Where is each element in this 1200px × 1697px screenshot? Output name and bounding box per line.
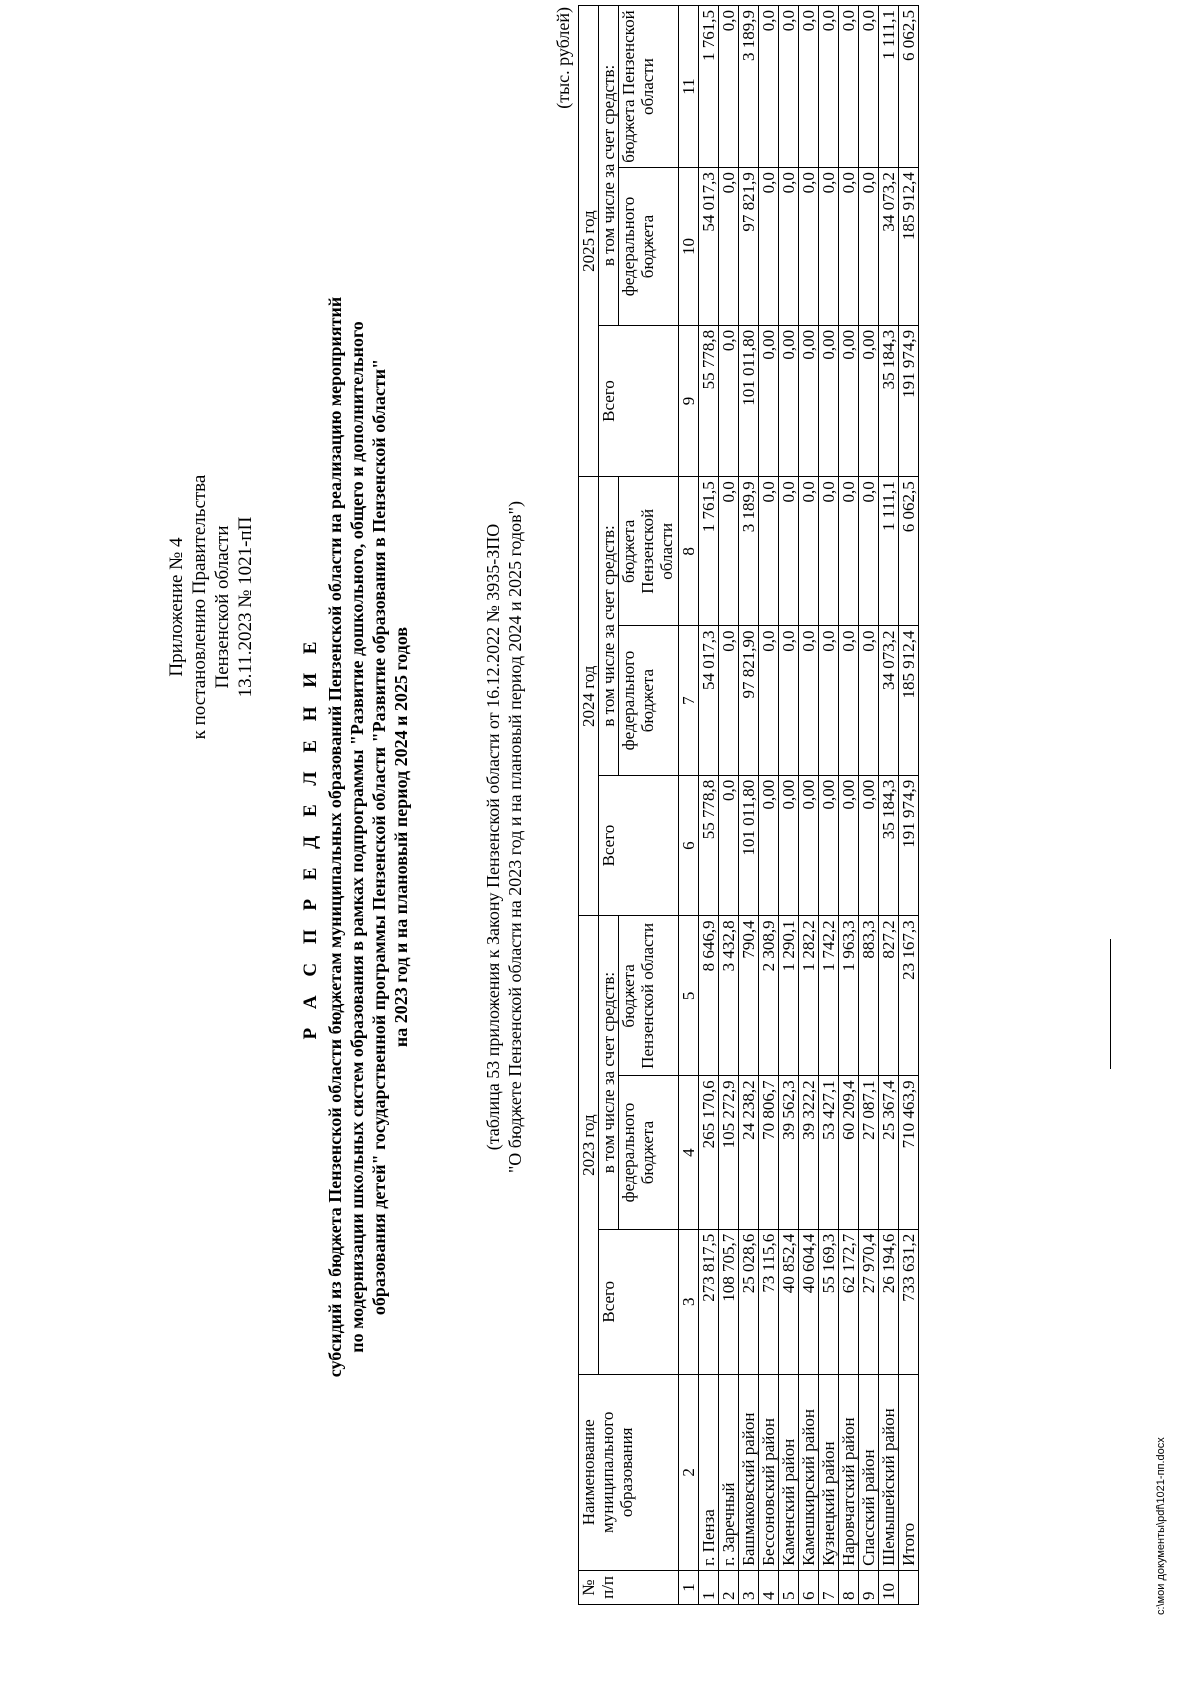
value-cell: 3 432,8 [719,916,739,1076]
value-cell: 185 912,4 [899,626,919,775]
value-cell: 35 184,3 [879,325,899,476]
value-cell: 39 562,3 [779,1076,799,1229]
value-cell: 55 778,8 [699,775,719,916]
column-number: 9 [679,325,699,476]
heading-line-4: на 2023 год и на плановый период 2024 и 2025 годов [391,626,411,1048]
value-cell: 883,3 [859,916,879,1076]
municipality-name-cell: г. Заречный [719,1374,739,1570]
column-number: 4 [679,1076,699,1229]
value-cell: 0,0 [799,626,819,775]
header-year-2024: 2024 год [579,477,599,916]
value-cell: 1 282,2 [799,916,819,1076]
value-cell: 710 463,9 [899,1076,919,1229]
value-cell: 25 028,6 [739,1229,759,1374]
header-regional-2025: бюджета Пензенской области [619,6,679,168]
appendix-number: Приложение № 4 [166,537,187,677]
value-cell: 6 062,5 [899,477,919,626]
value-cell: 1 761,5 [699,477,719,626]
value-cell: 0,0 [799,168,819,326]
value-cell: 97 821,9 [739,168,759,326]
value-cell: 0,0 [859,6,879,168]
value-cell: 0,0 [719,626,739,775]
value-cell: 827,2 [879,916,899,1076]
value-cell: 108 705,7 [719,1229,739,1374]
value-cell: 0,0 [839,626,859,775]
value-cell: 55 169,3 [819,1229,839,1374]
header-total-2024: Всего [599,775,679,916]
value-cell: 97 821,90 [739,626,759,775]
value-cell: 2 308,9 [759,916,779,1076]
value-cell: 0,0 [759,477,779,626]
header-regional-2024: бюджета Пензенской области [619,477,679,626]
value-cell: 8 646,9 [699,916,719,1076]
value-cell: 0,00 [759,325,779,476]
table-row [839,6,859,1605]
value-cell: 0,0 [819,477,839,626]
heading-line-3: образования детей" государственной программы Пензенской области "Развитие образования в Пензенской области" [369,358,389,1316]
value-cell: 0,0 [779,477,799,626]
row-number-cell: 8 [839,1570,859,1604]
value-cell: 27 970,4 [859,1229,879,1374]
value-cell: 191 974,9 [899,775,919,916]
value-cell: 34 073,2 [879,168,899,326]
value-cell: 60 209,4 [839,1076,859,1229]
row-number-cell: 10 [879,1570,899,1604]
table-row [899,6,919,1605]
value-cell: 0,0 [819,626,839,775]
divider-line [1110,939,1111,1069]
value-cell: 0,0 [839,168,859,326]
value-cell: 0,0 [839,477,859,626]
value-cell: 0,00 [799,325,819,476]
value-cell: 55 778,8 [699,325,719,476]
value-cell: 0,0 [839,6,859,168]
value-cell: 265 170,6 [699,1076,719,1229]
row-number-cell: 3 [739,1570,759,1604]
unit-label: (тыс. рублей) [553,7,573,109]
value-cell: 0,0 [819,168,839,326]
value-cell: 1 963,3 [839,916,859,1076]
value-cell: 34 073,2 [879,626,899,775]
header-federal-2025: федерального бюджета [619,168,679,326]
value-cell: 27 087,1 [859,1076,879,1229]
value-cell: 105 272,9 [719,1076,739,1229]
value-cell: 3 189,9 [739,6,759,168]
row-number-cell: 6 [799,1570,819,1604]
document-heading [300,147,412,1527]
value-cell: 0,0 [859,477,879,626]
appendix-region: Пензенской области [212,525,233,689]
value-cell: 0,00 [819,775,839,916]
value-cell: 70 806,7 [759,1076,779,1229]
value-cell: 790,4 [739,916,759,1076]
value-cell: 0,0 [859,626,879,775]
value-cell: 54 017,3 [699,626,719,775]
table-row [719,6,739,1605]
municipality-name-cell: Шемышейский район [879,1374,899,1570]
table-row [799,6,819,1605]
value-cell: 0,0 [779,168,799,326]
row-number-cell: 2 [719,1570,739,1604]
header-total-2025: Всего [599,325,679,476]
column-number: 2 [679,1374,699,1570]
value-cell: 185 912,4 [899,168,919,326]
source-line-1: (таблица 53 приложения к Закону Пензенской области от 16.12.2022 № 3935-ЗПО [483,523,503,1151]
header-name: Наименование муниципального образования [579,1374,679,1570]
value-cell: 6 062,5 [899,6,919,168]
header-year-2023: 2023 год [579,916,599,1374]
value-cell: 0,0 [719,168,739,326]
table-row [879,6,899,1605]
value-cell: 1 111,1 [879,477,899,626]
value-cell: 0,0 [719,325,739,476]
value-cell: 0,0 [719,477,739,626]
value-cell: 39 322,2 [799,1076,819,1229]
municipality-name-cell: Итого [899,1374,919,1570]
value-cell: 0,0 [719,775,739,916]
value-cell: 733 631,2 [899,1229,919,1374]
table-row [779,6,799,1605]
appendix-block [165,427,257,787]
header-including-2025: в том числе за счет средств: [599,6,619,326]
column-number: 5 [679,916,699,1076]
value-cell: 73 115,6 [759,1229,779,1374]
municipality-name-cell: Каменский район [779,1374,799,1570]
value-cell: 0,0 [799,477,819,626]
value-cell: 35 184,3 [879,775,899,916]
table-row [819,6,839,1605]
value-cell: 101 011,80 [739,325,759,476]
municipality-name-cell: Бессоновский район [759,1374,779,1570]
row-number-cell: 9 [859,1570,879,1604]
header-federal-2023: федерального бюджета [619,1076,679,1229]
value-cell: 0,00 [759,775,779,916]
row-number-cell: 5 [779,1570,799,1604]
value-cell: 1 761,5 [699,6,719,168]
value-cell: 53 427,1 [819,1076,839,1229]
value-cell: 23 167,3 [899,916,919,1076]
source-note [482,147,526,1527]
header-regional-2023: бюджета Пензенской области [619,916,679,1076]
value-cell: 26 194,6 [879,1229,899,1374]
table-row [739,6,759,1605]
municipality-name-cell: Спасский район [859,1374,879,1570]
document-title: Р А С П Р Е Д Е Л Е Н И Е [300,634,321,1040]
header-no: № п/п [579,1570,679,1604]
value-cell: 0,0 [759,626,779,775]
value-cell: 0,0 [759,168,779,326]
value-cell: 25 367,4 [879,1076,899,1229]
value-cell: 101 011,80 [739,775,759,916]
municipality-name-cell: Кузнецкий район [819,1374,839,1570]
value-cell: 0,00 [799,775,819,916]
value-cell: 0,0 [719,6,739,168]
value-cell: 0,00 [859,325,879,476]
value-cell: 191 974,9 [899,325,919,476]
column-number: 1 [679,1570,699,1604]
value-cell: 0,00 [859,775,879,916]
value-cell: 0,0 [819,6,839,168]
value-cell: 0,00 [779,775,799,916]
municipality-name-cell: Камешкирский район [799,1374,819,1570]
header-federal-2024: федерального бюджета [619,626,679,775]
header-including-2023: в том числе за счет средств: [599,916,619,1229]
value-cell: 40 604,4 [799,1229,819,1374]
heading-line-1: субсидий из бюджета Пензенской области бюджетам муниципальных образований Пензенской области на реализацию мероприятий [325,296,345,1378]
column-number: 11 [679,6,699,168]
value-cell: 24 238,2 [739,1076,759,1229]
row-number-cell [899,1570,919,1604]
column-number: 3 [679,1229,699,1374]
row-number-cell: 1 [699,1570,719,1604]
header-including-2024: в том числе за счет средств: [599,477,619,775]
appendix-date-number: 13.11.2023 № 1021-пП [235,516,256,698]
value-cell: 54 017,3 [699,168,719,326]
appendix-reference: к постановлению Правительства [189,474,210,740]
row-number-cell: 7 [819,1570,839,1604]
value-cell: 1 290,1 [779,916,799,1076]
value-cell: 273 817,5 [699,1229,719,1374]
value-cell: 62 172,7 [839,1229,859,1374]
distribution-table [578,5,919,1605]
municipality-name-cell: Башмаковский район [739,1374,759,1570]
source-line-2: "О бюджете Пензенской области на 2023 год и на плановый период 2024 и 2025 годов") [505,500,525,1174]
value-cell: 0,00 [839,325,859,476]
file-path-footer: c:\мои документы\pdf\1021-пп.docx [1155,1437,1167,1615]
row-number-cell: 4 [759,1570,779,1604]
column-number: 8 [679,477,699,626]
column-number: 7 [679,626,699,775]
value-cell: 0,0 [779,626,799,775]
column-number-row [679,6,699,1605]
value-cell: 0,00 [819,325,839,476]
value-cell: 0,00 [839,775,859,916]
value-cell: 0,00 [779,325,799,476]
heading-line-2: по модернизации школьных систем образования в рамках подпрограммы "Развитие дошкольного, общего и дополнительного [347,321,367,1353]
column-number: 10 [679,168,699,326]
value-cell: 0,0 [779,6,799,168]
value-cell: 0,0 [859,168,879,326]
value-cell: 1 111,1 [879,6,899,168]
table-row [859,6,879,1605]
value-cell: 1 742,2 [819,916,839,1076]
value-cell: 40 852,4 [779,1229,799,1374]
municipality-name-cell: г. Пенза [699,1374,719,1570]
table-row [759,6,779,1605]
header-year-2025: 2025 год [579,6,599,477]
municipality-name-cell: Наровчатский район [839,1374,859,1570]
table-row [699,6,719,1605]
value-cell: 3 189,9 [739,477,759,626]
column-number: 6 [679,775,699,916]
header-total-2023: Всего [599,1229,679,1374]
value-cell: 0,0 [799,6,819,168]
value-cell: 0,0 [759,6,779,168]
